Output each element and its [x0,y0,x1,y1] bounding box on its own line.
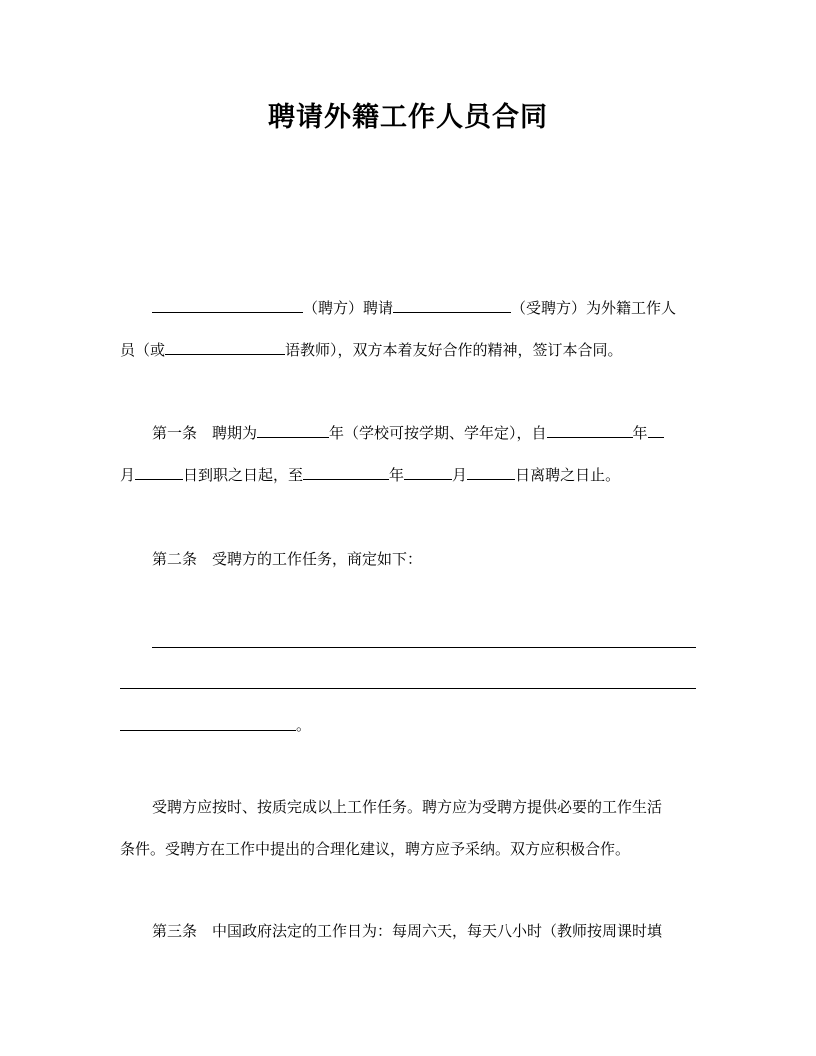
start-year-blank[interactable] [547,422,633,438]
article1-line-1 [152,422,732,444]
article1-line-2 [120,464,700,486]
end-day-blank[interactable] [467,464,515,480]
term-years-blank[interactable] [257,422,329,438]
article1-text-a: 第一条 聘期为 [152,424,258,442]
preamble-line2-suffix: 语教师），双方本着友好合作的精神，签订本合同。 [285,341,623,359]
article1-text-e: 日到职之日起，至 [183,466,304,484]
employee-suffix: （受聘方）为外籍工作人 [511,299,677,317]
preamble-line-2 [120,339,700,361]
duties-paragraph-line-1: 受聘方应按时、按质完成以上工作任务。聘方应为受聘方提供必要的工作生活 [152,798,663,816]
preamble-line2-prefix: 员（或 [120,341,166,359]
employee-blank[interactable] [393,297,511,313]
article3-line-1: 第三条 中国政府法定的工作日为：每周六天，每天八小时（教师按周课时填 [152,922,663,940]
end-month-blank[interactable] [404,464,452,480]
employer-blank[interactable] [152,297,303,313]
duties-blank-line-2[interactable] [120,688,696,689]
preamble-line-1 [152,297,732,319]
language-blank[interactable] [165,339,285,355]
article1-text-c: 年 [632,424,648,442]
article1-text-f: 年 [389,466,405,484]
article1-text-d: 月 [120,466,136,484]
end-year-blank[interactable] [303,464,389,480]
article1-text-b: 年（学校可按学期、学年定），自 [329,424,547,442]
employer-suffix: （聘方）聘请 [303,299,394,317]
document-title: 聘请外籍工作人员合同 [268,102,548,133]
article2-heading: 第二条 受聘方的工作任务，商定如下： [152,550,423,568]
article1-text-g: 月 [452,466,468,484]
duties-paragraph-line-2: 条件。受聘方在工作中提出的合理化建议，聘方应予采纳。双方应积极合作。 [120,840,631,858]
article1-text-h: 日离聘之日止。 [515,466,621,484]
duties-end-mark: 。 [296,716,312,734]
duties-blank-line-1[interactable] [152,647,696,648]
start-day-blank[interactable] [135,464,183,480]
duties-blank-line-3[interactable] [120,730,296,731]
start-month-blank-a[interactable] [648,422,664,438]
